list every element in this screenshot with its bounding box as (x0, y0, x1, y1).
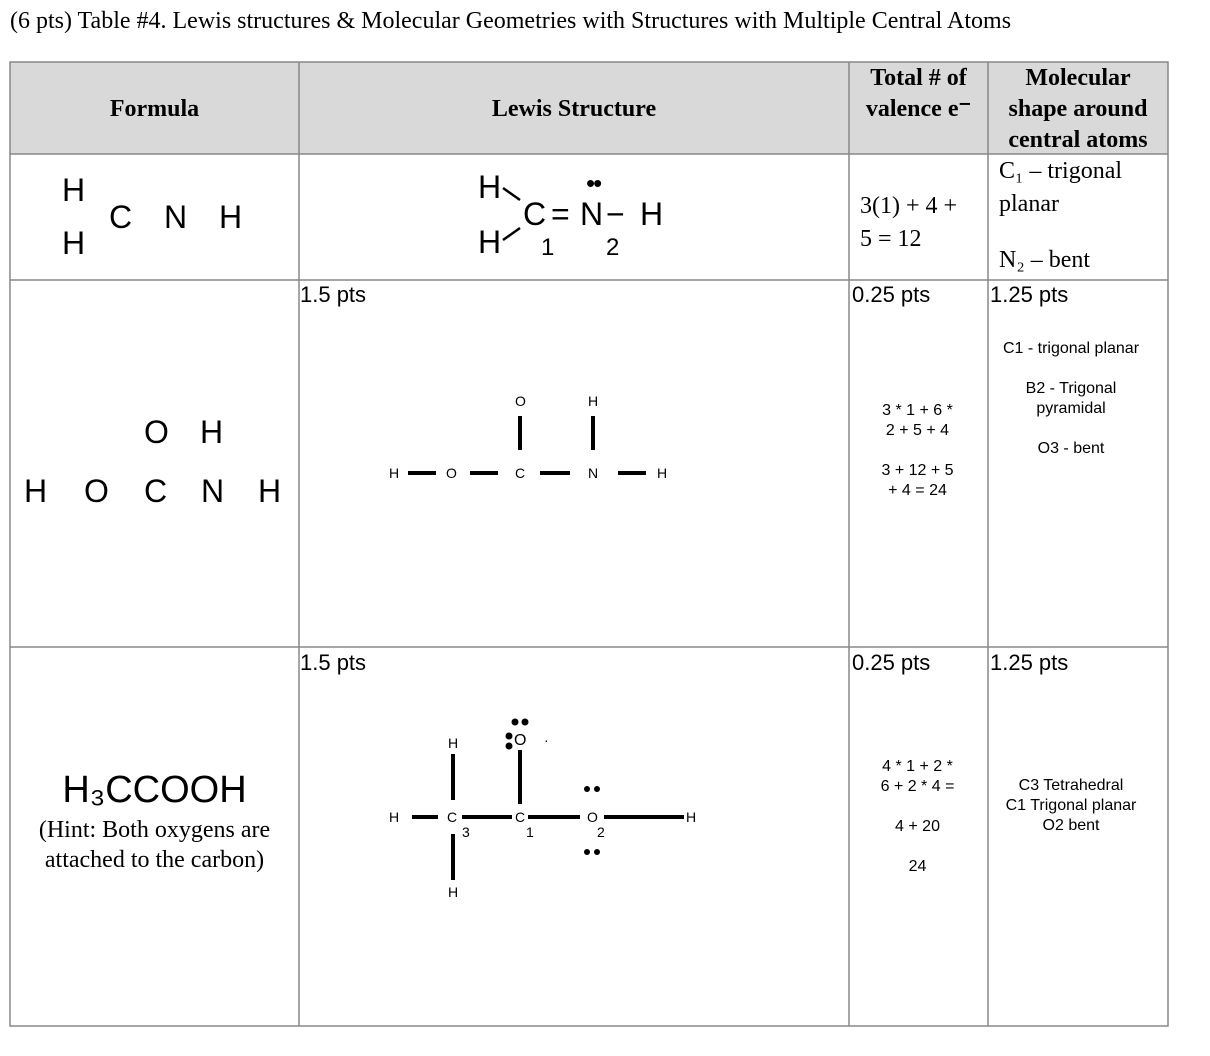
formula-atom: N (201, 473, 225, 509)
lewis-atom: C (515, 465, 526, 481)
lewis-atom: O (587, 809, 598, 825)
lewis-atom: C (515, 809, 526, 825)
lewis-atom: O (446, 465, 457, 481)
lewis-atom: H (448, 735, 459, 751)
lone-pair: •• (586, 168, 601, 198)
lewis-bonds-row3 (380, 700, 710, 900)
points-label: 1.25 pts (990, 282, 1069, 307)
molecular-shape: C3 Tetrahedral C1 Trigonal planar O2 bent (1005, 777, 1137, 834)
lewis-atom: H (640, 196, 664, 232)
formula-atom: H (62, 225, 86, 261)
formula-atom: H (219, 199, 243, 235)
formula-atom: O (144, 414, 169, 450)
molecular-shape: C₁ – trigonal planar N₂ – bent (999, 158, 1123, 273)
lewis-atom: N (580, 196, 604, 232)
atom-number: 2 (606, 234, 620, 261)
header-formula: Formula (109, 96, 200, 122)
lewis-atom: H (686, 809, 697, 825)
formula-text: H₃CCOOH (62, 769, 247, 811)
formula-atom: C (109, 199, 133, 235)
header-valence: Total # of valence e⁻ (865, 65, 972, 122)
valence-count: 4 * 1 + 2 * 6 + 2 * 4 = 4 + 20 24 (880, 758, 955, 875)
atom-number: 1 (526, 824, 534, 840)
formula-hint: (Hint: Both oxygens are attached to the carbon) (38, 817, 271, 873)
points-label: 0.25 pts (852, 282, 931, 307)
lewis-atom: H (478, 169, 502, 205)
lewis-atom: C (447, 809, 458, 825)
header-molecular-shape: Molecular shape around central atoms (1008, 65, 1148, 153)
molecular-shape: C1 - trigonal planar B2 - Trigonal pyramidal O3 - bent (1002, 340, 1140, 457)
formula-atom: H (62, 172, 86, 208)
formula-atom: O (84, 473, 109, 509)
points-label: 1.25 pts (990, 650, 1069, 675)
formula-atom: C (144, 473, 168, 509)
points-label: 1.5 pts (300, 650, 367, 675)
formula-atom: H (258, 473, 282, 509)
formula-atom: H (200, 414, 224, 450)
page-title: (6 pts) Table #4. Lewis structures & Molecular Geometries with Structures with Multiple Central Atoms (10, 8, 1012, 34)
atom-number: 3 (462, 824, 470, 840)
lewis-atom: H (657, 465, 668, 481)
lewis-atom: O (514, 732, 527, 749)
header-lewis-structure: Lewis Structure (491, 96, 657, 122)
lewis-bond: − (606, 196, 625, 232)
lewis-atom: H (389, 465, 400, 481)
lewis-atom: H (588, 393, 599, 409)
formula-atom: N (164, 199, 188, 235)
lewis-bond: = (551, 196, 570, 232)
valence-count: 3(1) + 4 + 5 = 12 (860, 193, 958, 252)
atom-number: 1 (541, 234, 555, 261)
valence-count: 3 * 1 + 6 * 2 + 5 + 4 3 + 12 + 5 + 4 = 24 (881, 402, 954, 499)
atom-number: 2 (597, 824, 605, 840)
lewis-atom: N (588, 465, 599, 481)
lewis-atom: H (448, 884, 459, 900)
lewis-atom: H (478, 224, 502, 260)
stray-dot: · (544, 732, 549, 748)
lewis-bonds-row2 (380, 380, 680, 490)
lewis-atom: H (389, 809, 400, 825)
points-label: 0.25 pts (852, 650, 931, 675)
lewis-atom: C (523, 196, 547, 232)
points-label: 1.5 pts (300, 282, 367, 307)
lewis-atom: O (515, 393, 526, 409)
formula-atom: H (24, 473, 48, 509)
